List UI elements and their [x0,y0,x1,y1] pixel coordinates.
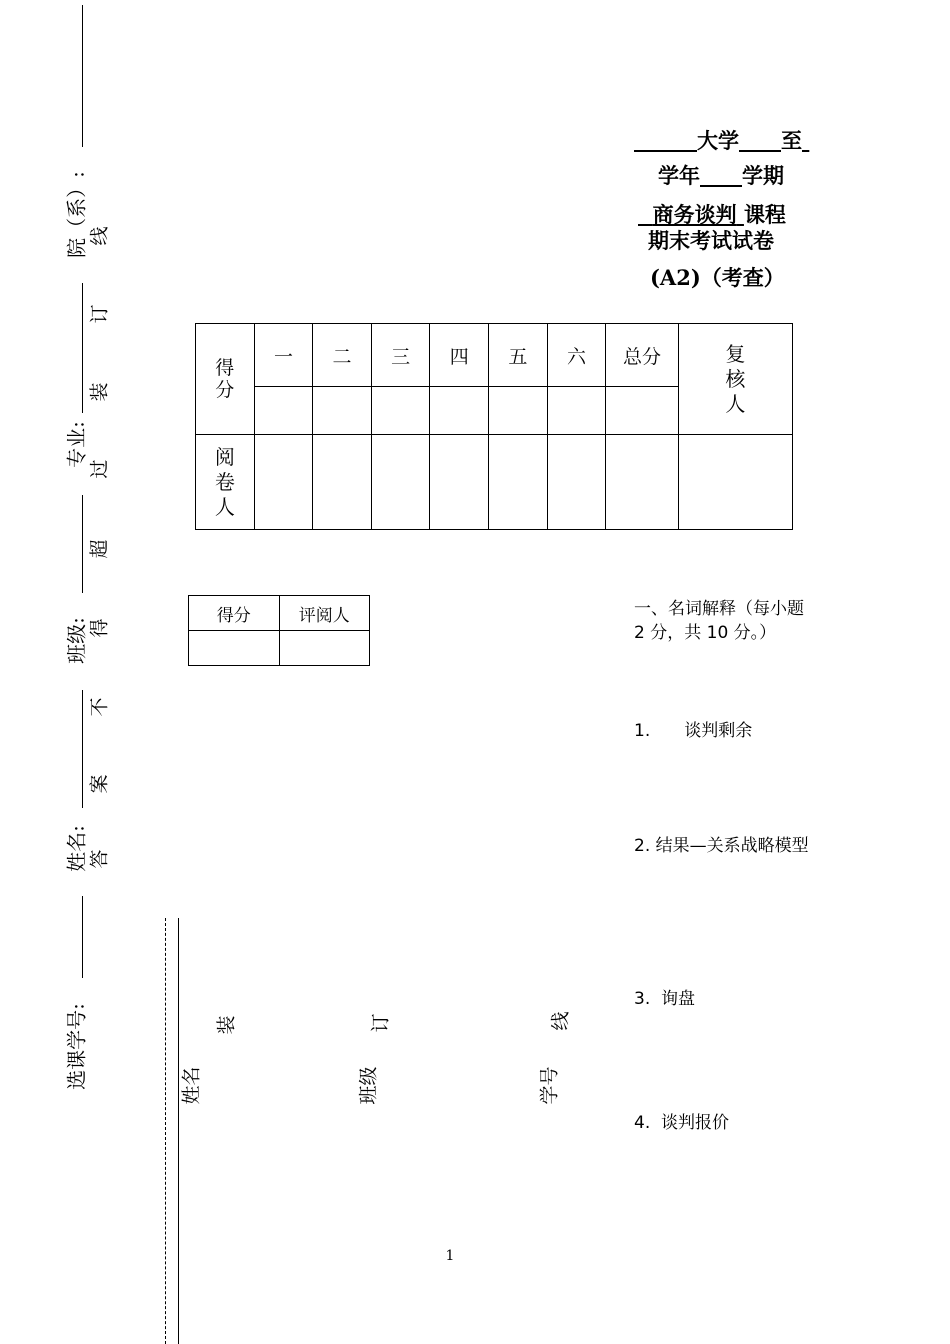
score-cell-6[interactable] [547,387,606,435]
score-cell-5[interactable] [489,387,548,435]
section1-item-4: 4. 谈判报价 [634,1113,730,1133]
exam-line: 期末考试试卷 [648,229,774,253]
col-header-2: 二 [313,324,372,387]
binding-char-ding: 订 [369,1013,392,1033]
col-header-5: 五 [489,324,548,387]
small-grader-cell[interactable] [279,631,370,666]
binding-field-class: 班级 [357,1066,380,1105]
section1-title: 一、名词解释（每小题 2 分，共 10 分。） [634,599,804,643]
score-cell-2[interactable] [313,387,372,435]
binding-char-zhuang: 装 [215,1015,238,1035]
margin-line-top [82,5,83,147]
score-cell-1[interactable] [254,387,313,435]
page-number: 1 [445,1248,455,1264]
grader-cell-2[interactable] [313,435,372,530]
title-to: 至 [781,129,802,153]
title-year: 学年 [658,164,700,188]
margin-line-2 [82,283,83,413]
title-term: 学期 [742,164,784,188]
reviewer-cell [678,324,792,435]
reviewer-label: 复核人 [725,342,746,416]
cut-char-ding: 订 [88,304,111,324]
cut-char-zhuang: 装 [88,382,111,402]
course-name: 商务谈判 [652,203,737,227]
score-table [195,323,793,530]
grader-cell-1[interactable] [254,435,313,530]
section1-item-3: 3. 询盘 [634,989,696,1009]
binding-char-xian: 线 [549,1011,572,1031]
field-label-major: 专业: [64,421,89,468]
score-cell-3[interactable] [371,387,430,435]
binding-dash-line [165,918,166,1344]
grader-cell-4[interactable] [430,435,489,530]
score-label: 得分 [215,357,235,401]
grader-label: 阅卷人 [214,445,235,519]
field-label-class: 班级: [64,617,89,664]
col-header-1: 一 [254,324,313,387]
section1-item-1: 1. 谈判剩余 [634,721,753,741]
grader-cell-6[interactable] [547,435,606,530]
cut-char-bu: 不 [88,697,111,717]
course-suffix: 课程 [743,203,786,227]
cut-char-de: 得 [88,618,111,638]
exam-version: (A2)（考查） [650,265,785,290]
margin-line-5 [82,896,83,978]
title-line1 [634,125,809,155]
small-header-grader: 评阅人 [279,596,370,631]
binding-field-name: 姓名 [180,1066,203,1105]
grader-cell-3[interactable] [371,435,430,530]
field-label-department: 院（系）: [64,171,89,258]
score-cell-total[interactable] [606,387,678,435]
grader-label-cell [196,435,255,530]
title-line2 [658,160,784,190]
score-cell-4[interactable] [430,387,489,435]
title-school: 大学 [697,129,739,153]
col-header-3: 三 [371,324,430,387]
grader-cell-total[interactable] [606,435,678,530]
binding-solid-line [178,918,179,1344]
cut-char-chao: 超 [88,539,111,559]
col-header-4: 四 [430,324,489,387]
small-score-cell[interactable] [189,631,280,666]
grader-cell-reviewer[interactable] [678,435,792,530]
section-score-table [188,595,370,666]
cut-char-guo: 过 [88,459,111,479]
margin-line-3 [82,495,83,593]
field-label-course-id: 选课学号: [64,1003,89,1090]
cut-char-xian: 线 [88,226,111,246]
margin-line-4 [82,690,83,808]
cut-char-da: 答 [88,849,111,869]
small-header-score: 得分 [189,596,280,631]
col-header-6: 六 [547,324,606,387]
binding-field-id: 学号 [538,1066,561,1105]
score-label-cell [196,324,255,435]
field-label-name: 姓名: [64,825,89,872]
section1-item-2: 2. 结果—关系战略模型 [634,836,809,856]
col-header-total: 总分 [606,324,678,387]
grader-cell-5[interactable] [489,435,548,530]
cut-char-an: 案 [88,774,111,794]
